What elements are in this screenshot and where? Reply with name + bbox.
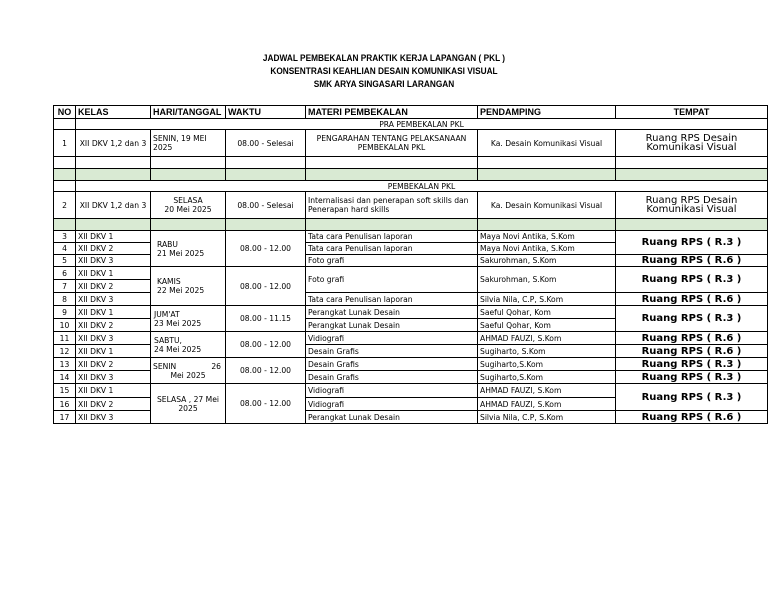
cell-materi: Vidiografi <box>306 332 478 345</box>
cell-materi: Perangkat Lunak Desain <box>306 306 478 319</box>
cell-no: 2 <box>54 192 76 219</box>
cell-hari: SENIN, 19 MEI 2025 <box>151 130 226 157</box>
cell-no: 9 <box>54 306 76 319</box>
cell-kelas: XII DKV 2 <box>76 280 151 293</box>
cell-hari-selasa: SELASA , 27 Mei 2025 <box>151 384 226 424</box>
cell-no: 1 <box>54 130 76 157</box>
cell-pendamping: AHMAD FAUZI, S.Kom <box>478 384 616 398</box>
section-pra-row <box>54 119 768 130</box>
cell-waktu: 08.00 - 11.15 <box>226 306 306 332</box>
cell-pendamping: Sakurohman, S.Kom <box>478 267 616 293</box>
cell-tempat: Ruang RPS ( R.3 ) <box>616 231 768 255</box>
cell-tempat: Ruang RPS Desain Komunikasi Visual <box>616 130 768 157</box>
senin-label: SENIN <box>153 361 177 371</box>
empty-row <box>54 157 768 169</box>
cell-tempat: Ruang RPS ( R.3 ) <box>616 267 768 293</box>
cell-no: 3 <box>54 231 76 243</box>
cell-pendamping: Silvia Nila, C.P, S.Kom <box>478 293 616 306</box>
cell-pendamping: Saeful Qohar, Kom <box>478 306 616 319</box>
cell-materi: Tata cara Penulisan laporan <box>306 293 478 306</box>
cell-waktu: 08.00 - 12.00 <box>226 358 306 384</box>
table-row <box>54 130 768 157</box>
table-row <box>54 192 768 219</box>
cell-materi: Foto grafi <box>306 267 478 293</box>
header-hari: HARI/TANGGAL <box>151 106 226 119</box>
cell-kelas: XII DKV 2 <box>76 243 151 255</box>
header-row <box>54 106 768 119</box>
header-pendamping: PENDAMPING <box>478 106 616 119</box>
cell-no: 13 <box>54 358 76 371</box>
cell-no: 10 <box>54 319 76 332</box>
schedule-table <box>53 105 768 424</box>
cell-no: 16 <box>54 398 76 411</box>
header-materi: MATERI PEMBEKALAN <box>306 106 478 119</box>
cell-tempat: Ruang RPS ( R.6 ) <box>616 293 768 306</box>
table-row <box>54 267 768 280</box>
cell-pendamping: AHMAD FAUZI, S.Kom <box>478 398 616 411</box>
table-row <box>54 358 768 371</box>
cell-pendamping: Ka. Desain Komunikasi Visual <box>478 130 616 157</box>
header-tempat: TEMPAT <box>616 106 768 119</box>
cell-no: 4 <box>54 243 76 255</box>
cell-pendamping: Sugiharto, S.Kom <box>478 345 616 358</box>
cell-materi: Desain Grafis <box>306 371 478 384</box>
section-pembekalan-row <box>54 181 768 192</box>
cell-pendamping: Sugiharto,S.Kom <box>478 358 616 371</box>
senin-day: 26 <box>211 361 221 371</box>
cell-pendamping: Maya Novi Antika, S.Kom <box>478 243 616 255</box>
cell-kelas: XII DKV 1 <box>76 231 151 243</box>
cell-waktu: 08.00 - 12.00 <box>226 267 306 306</box>
cell-materi: Desain Grafis <box>306 345 478 358</box>
table-row <box>54 231 768 243</box>
cell-materi: Perangkat Lunak Desain <box>306 319 478 332</box>
title-line-2: KONSENTRASI KEAHLIAN DESAIN KOMUNIKASI VISUAL <box>270 66 498 76</box>
header-no: NO <box>54 106 76 119</box>
spacer-row <box>54 219 768 231</box>
cell-kelas: XII DKV 2 <box>76 358 151 371</box>
cell-hari-kamis: KAMIS 22 Mei 2025 <box>151 267 226 306</box>
cell-tempat: Ruang RPS ( R.3 ) <box>616 358 768 371</box>
table-row <box>54 384 768 398</box>
cell-no: 14 <box>54 371 76 384</box>
cell-hari-rabu: RABU 21 Mei 2025 <box>151 231 226 267</box>
cell-no: 6 <box>54 267 76 280</box>
cell-kelas: XII DKV 1 <box>76 345 151 358</box>
cell-materi: Internalisasi dan penerapan soft skills dan Penerapan hard skills <box>306 192 478 219</box>
cell-kelas: XII DKV 3 <box>76 293 151 306</box>
header-waktu: WAKTU <box>226 106 306 119</box>
cell-kelas: XII DKV 1 <box>76 306 151 319</box>
cell-pendamping: Maya Novi Antika, S.Kom <box>478 231 616 243</box>
cell-kelas: XII DKV 1,2 dan 3 <box>76 192 151 219</box>
cell-kelas: XII DKV 3 <box>76 371 151 384</box>
cell-materi: Desain Grafis <box>306 358 478 371</box>
cell-tempat: Ruang RPS ( R.3 ) <box>616 306 768 332</box>
section-pembekalan: PEMBEKALAN PKL <box>76 181 768 192</box>
cell-kelas: XII DKV 3 <box>76 255 151 267</box>
cell-kelas: XII DKV 2 <box>76 398 151 411</box>
spacer-row <box>54 169 768 181</box>
cell-kelas: XII DKV 1 <box>76 384 151 398</box>
cell-kelas: XII DKV 3 <box>76 411 151 424</box>
cell-materi: Vidiografi <box>306 398 478 411</box>
cell-tempat: Ruang RPS ( R.3 ) <box>616 371 768 384</box>
cell-tempat: Ruang RPS Desain Komunikasi Visual <box>616 192 768 219</box>
cell-no: 15 <box>54 384 76 398</box>
cell-materi: Perangkat Lunak Desain <box>306 411 478 424</box>
cell-no: 17 <box>54 411 76 424</box>
cell-waktu: 08.00 - 12.00 <box>226 231 306 267</box>
cell-waktu: 08.00 - 12.00 <box>226 332 306 358</box>
cell-pendamping: Sugiharto,S.Kom <box>478 371 616 384</box>
cell-materi: Tata cara Penulisan laporan <box>306 231 478 243</box>
cell-tempat: Ruang RPS ( R.6 ) <box>616 332 768 345</box>
cell-kelas: XII DKV 1,2 dan 3 <box>76 130 151 157</box>
cell-materi: Vidiografi <box>306 384 478 398</box>
cell-waktu: 08.00 - Selesai <box>226 192 306 219</box>
cell-hari-senin <box>151 358 226 384</box>
title-line-3: SMK ARYA SINGASARI LARANGAN <box>313 79 455 89</box>
cell-tempat: Ruang RPS ( R.6 ) <box>616 345 768 358</box>
cell-waktu: 08.00 - 12.00 <box>226 384 306 424</box>
cell-no: 7 <box>54 280 76 293</box>
cell-hari: SELASA 20 Mei 2025 <box>151 192 226 219</box>
title-line-1: JADWAL PEMBEKALAN PRAKTIK KERJA LAPANGAN ( PKL ) <box>262 53 506 63</box>
cell-pendamping: Sakurohman, S.Kom <box>478 255 616 267</box>
section-pra: PRA PEMBEKALAN PKL <box>76 119 768 130</box>
senin-month: Mei 2025 <box>170 370 206 380</box>
cell-materi: PENGARAHAN TENTANG PELAKSANAAN PEMBEKALAN PKL <box>306 130 478 157</box>
cell-pendamping: Saeful Qohar, Kom <box>478 319 616 332</box>
document-titles <box>0 52 768 91</box>
cell-materi: Foto grafi <box>306 255 478 267</box>
cell-hari-jumat: JUM'AT 23 Mei 2025 <box>151 306 226 332</box>
cell-hari-sabtu: SABTU, 24 Mei 2025 <box>151 332 226 358</box>
cell-tempat: Ruang RPS ( R.6 ) <box>616 255 768 267</box>
table-row <box>54 332 768 345</box>
cell-no: 12 <box>54 345 76 358</box>
header-kelas: KELAS <box>76 106 151 119</box>
cell-kelas: XII DKV 1 <box>76 267 151 280</box>
cell-no: 8 <box>54 293 76 306</box>
cell-no: 5 <box>54 255 76 267</box>
cell-tempat: Ruang RPS ( R.6 ) <box>616 411 768 424</box>
cell-pendamping: AHMAD FAUZI, S.Kom <box>478 332 616 345</box>
table-row <box>54 306 768 319</box>
cell-no: 11 <box>54 332 76 345</box>
cell-waktu: 08.00 - Selesai <box>226 130 306 157</box>
cell-pendamping: Ka. Desain Komunikasi Visual <box>478 192 616 219</box>
cell-pendamping: Silvia Nila, C.P, S.Kom <box>478 411 616 424</box>
cell-materi: Tata cara Penulisan laporan <box>306 243 478 255</box>
cell-tempat: Ruang RPS ( R.3 ) <box>616 384 768 411</box>
cell-kelas: XII DKV 3 <box>76 332 151 345</box>
cell-kelas: XII DKV 2 <box>76 319 151 332</box>
